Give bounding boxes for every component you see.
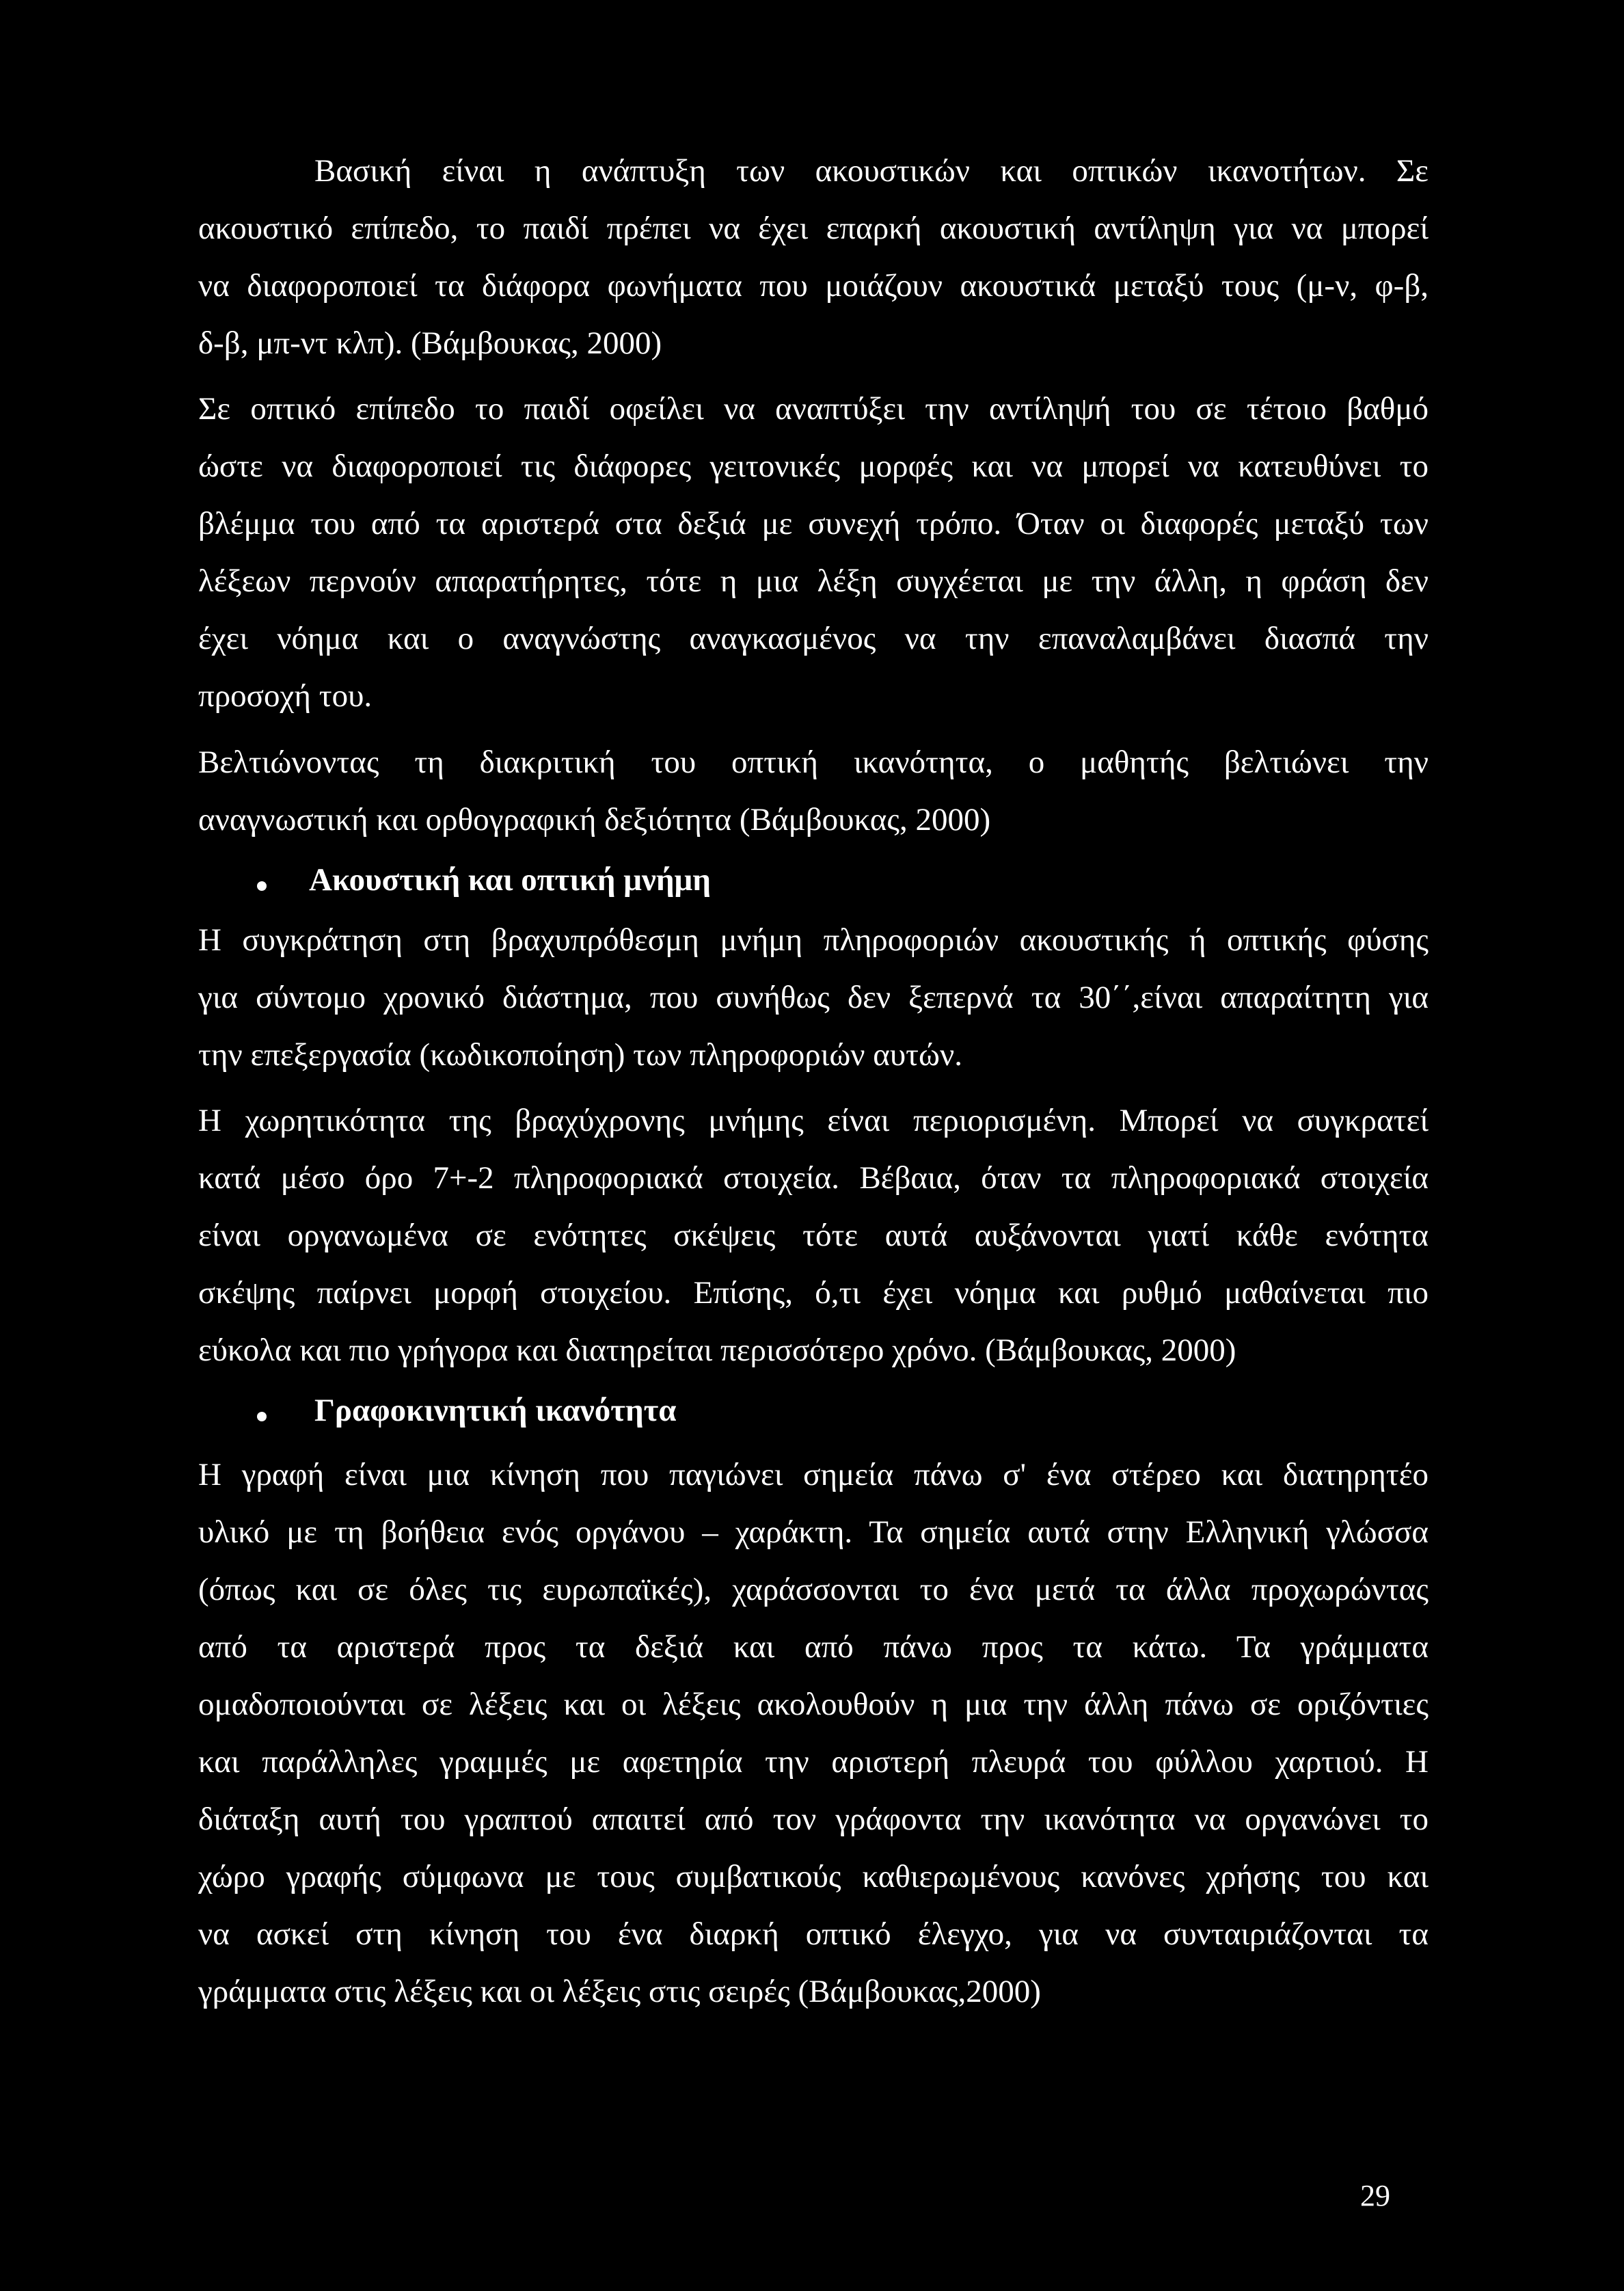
page-number: 29: [1360, 2179, 1390, 2212]
paragraph-2-line-3: βλέμμα του από τα αριστερά στα δεξιά με συνεχή τρόπο. Όταν οι διαφορές μεταξύ των: [198, 506, 1429, 541]
bullet-dot: [257, 1412, 267, 1421]
paragraph-5-line-2: κατά μέσο όρο 7+-2 πληροφοριακά στοιχεία. Βέβαια, όταν τα πληροφοριακά στοιχεία: [198, 1160, 1429, 1196]
paragraph-2-line-5: έχει νόημα και ο αναγνώστης αναγκασμένος να την επαναλαμβάνει διασπά την: [198, 621, 1429, 656]
paragraph-3-line-2: αναγνωστική και ορθογραφική δεξιότητα (Βάμβουκας, 2000): [198, 802, 991, 838]
paragraph-5-line-3: είναι οργανωμένα σε ενότητες σκέψεις τότε αυτά αυξάνονται γιατί κάθε ενότητα: [198, 1218, 1429, 1253]
paragraph-6-line-4: από τα αριστερά προς τα δεξιά και από πάνω προς τα κάτω. Τα γράμματα: [198, 1629, 1429, 1665]
heading-graphomotor: Γραφοκινητική ικανότητα: [314, 1393, 677, 1428]
paragraph-6-line-3: (όπως και σε όλες τις ευρωπαϊκές), χαράσσονται το ένα μετά τα άλλα προχωρώντας: [198, 1572, 1429, 1607]
bullet-dot: [257, 881, 267, 891]
paragraph-6-line-1: Η γραφή είναι μια κίνηση που παγιώνει σημεία πάνω σ' ένα στέρεο και διατηρητέο: [198, 1457, 1429, 1492]
paragraph-2-line-4: λέξεων περνούν απαρατήρητες, τότε η μια λέξη συγχέεται με την άλλη, η φράση δεν: [198, 563, 1429, 599]
paragraph-5-line-1: Η χωρητικότητα της βραχύχρονης μνήμης είναι περιορισμένη. Μπορεί να συγκρατεί: [198, 1103, 1429, 1138]
paragraph-6-line-6: και παράλληλες γραμμές με αφετηρία την αριστερή πλευρά του φύλλου χαρτιού. Η: [198, 1744, 1429, 1780]
paragraph-4-line-3: την επεξεργασία (κωδικοποίηση) των πληροφοριών αυτών.: [198, 1037, 962, 1073]
paragraph-2-line-2: ώστε να διαφοροποιεί τις διάφορες γειτονικές μορφές και να μπορεί να κατευθύνει το: [198, 448, 1429, 484]
heading-memory: Ακουστική και οπτική μνήμη: [309, 862, 711, 898]
paragraph-1-line-4: δ-β, μπ-ντ κλπ). (Βάμβουκας, 2000): [198, 325, 662, 361]
paragraph-6-line-10: γράμματα στις λέξεις και οι λέξεις στις σειρές (Βάμβουκας,2000): [198, 1974, 1041, 2009]
paragraph-2-line-6: προσοχή του.: [198, 678, 373, 714]
paragraph-1-line-3: να διαφοροποιεί τα διάφορα φωνήματα που μοιάζουν ακουστικά μεταξύ τους (μ-ν, φ-β,: [198, 268, 1429, 304]
paragraph-1-line-1: Βασική είναι η ανάπτυξη των ακουστικών και οπτικών ικανοτήτων. Σε: [314, 153, 1429, 189]
paragraph-6-line-7: διάταξη αυτή του γραπτού απαιτεί από τον γράφοντα την ικανότητα να οργανώνει το: [198, 1801, 1429, 1837]
paragraph-4-line-1: Η συγκράτηση στη βραχυπρόθεσμη μνήμη πληροφοριών ακουστικής ή οπτικής φύσης: [198, 922, 1429, 958]
paragraph-6-line-5: ομαδοποιούνται σε λέξεις και οι λέξεις ακολουθούν η μια την άλλη πάνω σε οριζόντιες: [198, 1687, 1429, 1722]
paragraph-6-line-8: χώρο γραφής σύμφωνα με τους συμβατικούς καθιερωμένους κανόνες χρήσης του και: [198, 1859, 1429, 1894]
paragraph-1-line-2: ακουστικό επίπεδο, το παιδί πρέπει να έχει επαρκή ακουστική αντίληψη για να μπορεί: [198, 211, 1429, 246]
paragraph-5-line-5: εύκολα και πιο γρήγορα και διατηρείται περισσότερο χρόνο. (Βάμβουκας, 2000): [198, 1332, 1236, 1368]
paragraph-5-line-4: σκέψης παίρνει μορφή στοιχείου. Επίσης, ό,τι έχει νόημα και ρυθμό μαθαίνεται πιο: [198, 1275, 1429, 1311]
paragraph-3-line-1: Βελτιώνοντας τη διακριτική του οπτική ικανότητα, ο μαθητής βελτιώνει την: [198, 745, 1429, 780]
paragraph-6-line-9: να ασκεί στη κίνηση του ένα διαρκή οπτικό έλεγχο, για να συνταιριάζονται τα: [198, 1916, 1429, 1952]
paragraph-6-line-2: υλικό με τη βοήθεια ενός οργάνου – χαράκτη. Τα σημεία αυτά στην Ελληνική γλώσσα: [198, 1514, 1429, 1550]
paragraph-4-line-2: για σύντομο χρονικό διάστημα, που συνήθως δεν ξεπερνά τα 30΄΄,είναι απαραίτητη για: [198, 980, 1429, 1015]
paragraph-2-line-1: Σε οπτικό επίπεδο το παιδί οφείλει να αναπτύξει την αντίληψή του σε τέτοιο βαθμό: [198, 391, 1429, 427]
